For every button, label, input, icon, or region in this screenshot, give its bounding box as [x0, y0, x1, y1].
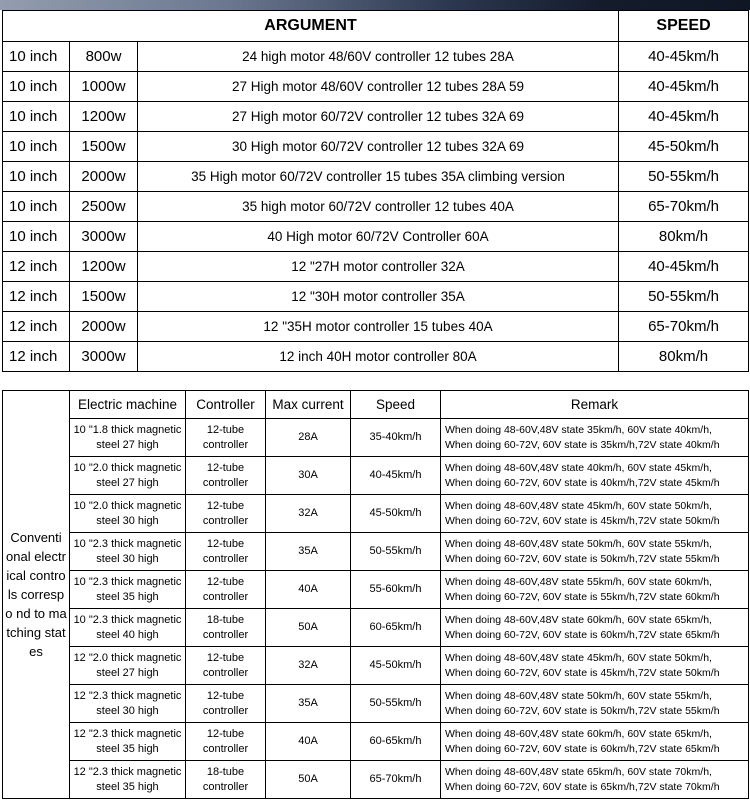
- matching-states-table: [2, 390, 749, 799]
- electric-machine-cell-line: 10 "2.0 thick magnetic: [73, 461, 182, 474]
- remark-cell-line: When doing 48-60V,48V state 45km/h, 60V state 50km/h,: [445, 499, 712, 512]
- controller-cell-line: controller: [202, 590, 249, 603]
- speed-cell: 50-55km/h: [351, 685, 441, 723]
- size-cell: 12 inch: [3, 252, 70, 282]
- match-table-header: [3, 391, 749, 419]
- controller-cell-line: controller: [202, 704, 249, 717]
- speed-cell: 50-55km/h: [619, 282, 749, 312]
- argument-cell: 27 High motor 60/72V controller 12 tubes 32A 69: [138, 102, 619, 132]
- speed-cell: 55-60km/h: [351, 571, 441, 609]
- remark-cell-line: When doing 48-60V,48V state 60km/h, 60V state 65km/h,: [445, 727, 712, 740]
- electric-machine-header: Electric machine: [70, 391, 186, 419]
- controller-cell: [186, 571, 266, 609]
- table-row: [3, 457, 749, 495]
- speed-cell: 40-45km/h: [619, 72, 749, 102]
- power-cell: 1500w: [70, 282, 138, 312]
- max-current-cell: 50A: [266, 609, 351, 647]
- electric-machine-cell-line: 12 "2.3 thick magnetic: [73, 689, 182, 702]
- speed-cell: 80km/h: [619, 222, 749, 252]
- speed-cell: 40-45km/h: [351, 457, 441, 495]
- power-cell: 2500w: [70, 192, 138, 222]
- table-row: [3, 761, 749, 799]
- argument-cell: 30 High motor 60/72V controller 12 tubes 32A 69: [138, 132, 619, 162]
- speed-cell: 45-50km/h: [351, 647, 441, 685]
- size-cell: 10 inch: [3, 162, 70, 192]
- electric-machine-cell-line: steel 27 high: [96, 666, 159, 679]
- controller-cell-line: controller: [202, 438, 249, 451]
- electric-machine-cell-line: steel 27 high: [96, 438, 159, 451]
- argument-cell: 24 high motor 48/60V controller 12 tubes 28A: [138, 42, 619, 72]
- remark-cell-line: When doing 48-60V,48V state 35km/h, 60V state 40km/h,: [445, 423, 712, 436]
- size-cell: 12 inch: [3, 282, 70, 312]
- controller-cell-line: controller: [202, 476, 249, 489]
- argument-cell: 27 High motor 48/60V controller 12 tubes 28A 59: [138, 72, 619, 102]
- remark-cell: [441, 761, 749, 799]
- table-row: [3, 723, 749, 761]
- speed-cell: 40-45km/h: [619, 252, 749, 282]
- table-row: [3, 72, 749, 102]
- controller-cell-line: 12-tube: [206, 499, 245, 512]
- power-cell: 2000w: [70, 312, 138, 342]
- power-cell: 1200w: [70, 252, 138, 282]
- electric-machine-cell-line: 10 "1.8 thick magnetic: [73, 423, 182, 436]
- speed-cell: 35-40km/h: [351, 419, 441, 457]
- speed-cell: 40-45km/h: [619, 42, 749, 72]
- argument-cell: 40 High motor 60/72V Controller 60A: [138, 222, 619, 252]
- controller-cell: [186, 647, 266, 685]
- controller-cell-line: 12-tube: [206, 651, 245, 664]
- table-row: [3, 647, 749, 685]
- controller-cell-line: 12-tube: [206, 575, 245, 588]
- power-cell: 1200w: [70, 102, 138, 132]
- argument-cell: 35 high motor 60/72V controller 12 tubes 40A: [138, 192, 619, 222]
- controller-cell: [186, 723, 266, 761]
- table-row: [3, 162, 749, 192]
- size-cell: 10 inch: [3, 102, 70, 132]
- power-cell: 800w: [70, 42, 138, 72]
- table-row: [3, 132, 749, 162]
- controller-cell-line: 12-tube: [206, 537, 245, 550]
- table-row: [3, 571, 749, 609]
- controller-cell: [186, 495, 266, 533]
- speed-header: Speed: [351, 391, 441, 419]
- controller-cell: [186, 419, 266, 457]
- speed-cell: 65-70km/h: [351, 761, 441, 799]
- remark-cell: [441, 533, 749, 571]
- electric-machine-cell: [70, 533, 186, 571]
- speed-cell: 65-70km/h: [619, 312, 749, 342]
- table-row: [3, 685, 749, 723]
- electric-machine-cell-line: steel 30 high: [96, 704, 159, 717]
- size-cell: 10 inch: [3, 42, 70, 72]
- speed-cell: 80km/h: [619, 342, 749, 372]
- remark-cell-line: When doing 60-72V, 60V state is 50km/h,72V state 55km/h: [445, 552, 720, 565]
- electric-machine-cell-line: 10 "2.3 thick magnetic: [73, 575, 182, 588]
- remark-cell-line: When doing 60-72V, 60V state is 45km/h,72V state 50km/h: [445, 514, 720, 527]
- remark-cell-line: When doing 48-60V,48V state 50km/h, 60V state 55km/h,: [445, 537, 712, 550]
- electric-machine-cell-line: steel 35 high: [96, 780, 159, 793]
- remark-cell-line: When doing 48-60V,48V state 45km/h, 60V state 50km/h,: [445, 651, 712, 664]
- controller-cell-line: controller: [202, 552, 249, 565]
- controller-cell-line: controller: [202, 514, 249, 527]
- electric-machine-cell: [70, 571, 186, 609]
- table-row: [3, 252, 749, 282]
- controller-cell-line: 12-tube: [206, 689, 245, 702]
- max-current-cell: 50A: [266, 761, 351, 799]
- electric-machine-cell-line: 12 "2.3 thick magnetic: [73, 727, 182, 740]
- remark-cell: [441, 419, 749, 457]
- electric-machine-cell-line: steel 30 high: [96, 514, 159, 527]
- electric-machine-cell-line: steel 35 high: [96, 590, 159, 603]
- remark-cell: [441, 609, 749, 647]
- power-cell: 3000w: [70, 342, 138, 372]
- remark-cell: [441, 647, 749, 685]
- electric-machine-cell-line: 10 "2.3 thick magnetic: [73, 537, 182, 550]
- remark-cell: [441, 723, 749, 761]
- electric-machine-cell-line: 10 "2.3 thick magnetic: [73, 613, 182, 626]
- controller-cell: [186, 533, 266, 571]
- speed-cell: 50-55km/h: [619, 162, 749, 192]
- size-cell: 12 inch: [3, 342, 70, 372]
- remark-cell-line: When doing 48-60V,48V state 65km/h, 60V state 70km/h,: [445, 765, 712, 778]
- speed-cell: 60-65km/h: [351, 723, 441, 761]
- max-current-cell: 28A: [266, 419, 351, 457]
- max-current-header: Max current: [266, 391, 351, 419]
- electric-machine-cell: [70, 761, 186, 799]
- electric-machine-cell-line: steel 30 high: [96, 552, 159, 565]
- controller-cell-line: controller: [202, 628, 249, 641]
- electric-machine-cell: [70, 609, 186, 647]
- electric-machine-cell-line: 12 "2.3 thick magnetic: [73, 765, 182, 778]
- max-current-cell: 40A: [266, 723, 351, 761]
- size-cell: 10 inch: [3, 222, 70, 252]
- speed-cell: 40-45km/h: [619, 102, 749, 132]
- max-current-cell: 40A: [266, 571, 351, 609]
- speed-cell: 60-65km/h: [351, 609, 441, 647]
- electric-machine-cell: [70, 723, 186, 761]
- size-cell: 10 inch: [3, 132, 70, 162]
- table-row: [3, 609, 749, 647]
- remark-cell-line: When doing 60-72V, 60V state is 35km/h,72V state 40km/h: [445, 438, 720, 451]
- table-row: [3, 102, 749, 132]
- remark-header: Remark: [441, 391, 749, 419]
- controller-cell-line: controller: [202, 666, 249, 679]
- table-row: [3, 419, 749, 457]
- argument-header: ARGUMENT: [3, 11, 619, 42]
- motor-spec-table: [2, 10, 749, 372]
- power-cell: 3000w: [70, 222, 138, 252]
- power-cell: 2000w: [70, 162, 138, 192]
- remark-cell-line: When doing 60-72V, 60V state is 45km/h,72V state 50km/h: [445, 666, 720, 679]
- size-cell: 10 inch: [3, 192, 70, 222]
- electric-machine-cell-line: steel 35 high: [96, 742, 159, 755]
- remark-cell-line: When doing 60-72V, 60V state is 60km/h,72V state 65km/h: [445, 742, 720, 755]
- controller-cell: [186, 685, 266, 723]
- size-cell: 10 inch: [3, 72, 70, 102]
- max-current-cell: 35A: [266, 533, 351, 571]
- electric-machine-cell-line: 12 "2.0 thick magnetic: [73, 651, 182, 664]
- remark-cell: [441, 495, 749, 533]
- remark-cell: [441, 685, 749, 723]
- max-current-cell: 35A: [266, 685, 351, 723]
- remark-cell-line: When doing 48-60V,48V state 40km/h, 60V state 45km/h,: [445, 461, 712, 474]
- controller-cell-line: 12-tube: [206, 423, 245, 436]
- power-cell: 1500w: [70, 132, 138, 162]
- speed-header: SPEED: [619, 11, 749, 42]
- power-cell: 1000w: [70, 72, 138, 102]
- table-row: [3, 533, 749, 571]
- remark-cell-line: When doing 48-60V,48V state 55km/h, 60V state 60km/h,: [445, 575, 712, 588]
- controller-cell: [186, 609, 266, 647]
- table-row: [3, 312, 749, 342]
- remark-cell-line: When doing 60-72V, 60V state is 50km/h,72V state 55km/h: [445, 704, 720, 717]
- controller-cell-line: 12-tube: [206, 461, 245, 474]
- max-current-cell: 32A: [266, 647, 351, 685]
- controller-cell-line: 18-tube: [206, 613, 245, 626]
- controller-cell: [186, 457, 266, 495]
- controller-cell-line: 18-tube: [206, 765, 245, 778]
- remark-cell-line: When doing 60-72V, 60V state is 65km/h,72V state 70km/h: [445, 780, 720, 793]
- controller-cell-line: controller: [202, 742, 249, 755]
- electric-machine-cell: [70, 419, 186, 457]
- max-current-cell: 30A: [266, 457, 351, 495]
- electric-machine-cell: [70, 647, 186, 685]
- remark-cell-line: When doing 60-72V, 60V state is 60km/h,72V state 65km/h: [445, 628, 720, 641]
- speed-cell: 45-50km/h: [351, 495, 441, 533]
- controller-cell-line: controller: [202, 780, 249, 793]
- electric-machine-cell-line: 10 "2.0 thick magnetic: [73, 499, 182, 512]
- table-row: [3, 222, 749, 252]
- spec-table-header: [3, 11, 749, 42]
- table-row: [3, 282, 749, 312]
- electric-machine-cell-line: steel 27 high: [96, 476, 159, 489]
- electric-machine-cell: [70, 457, 186, 495]
- controller-cell: [186, 761, 266, 799]
- size-cell: 12 inch: [3, 312, 70, 342]
- controller-cell-line: 12-tube: [206, 727, 245, 740]
- header-banner: [0, 0, 750, 10]
- argument-cell: 12 "30H motor controller 35A: [138, 282, 619, 312]
- controller-header: Controller: [186, 391, 266, 419]
- remark-cell-line: When doing 48-60V,48V state 60km/h, 60V state 65km/h,: [445, 613, 712, 626]
- table-row: [3, 495, 749, 533]
- remark-cell-line: When doing 60-72V, 60V state is 55km/h,72V state 60km/h: [445, 590, 720, 603]
- electric-machine-cell: [70, 685, 186, 723]
- table-row: [3, 42, 749, 72]
- max-current-cell: 32A: [266, 495, 351, 533]
- argument-cell: 12 "35H motor controller 15 tubes 40A: [138, 312, 619, 342]
- table-row: [3, 342, 749, 372]
- electric-machine-cell: [70, 495, 186, 533]
- side-label: Conventi onal electrical controls correspo nd to matching states: [3, 391, 70, 799]
- argument-cell: 12 inch 40H motor controller 80A: [138, 342, 619, 372]
- remark-cell: [441, 571, 749, 609]
- argument-cell: 35 High motor 60/72V controller 15 tubes 35A climbing version: [138, 162, 619, 192]
- remark-cell: [441, 457, 749, 495]
- remark-cell-line: When doing 60-72V, 60V state is 40km/h,72V state 45km/h: [445, 476, 720, 489]
- speed-cell: 45-50km/h: [619, 132, 749, 162]
- speed-cell: 65-70km/h: [619, 192, 749, 222]
- electric-machine-cell-line: steel 40 high: [96, 628, 159, 641]
- argument-cell: 12 "27H motor controller 32A: [138, 252, 619, 282]
- remark-cell-line: When doing 48-60V,48V state 50km/h, 60V state 55km/h,: [445, 689, 712, 702]
- table-row: [3, 192, 749, 222]
- speed-cell: 50-55km/h: [351, 533, 441, 571]
